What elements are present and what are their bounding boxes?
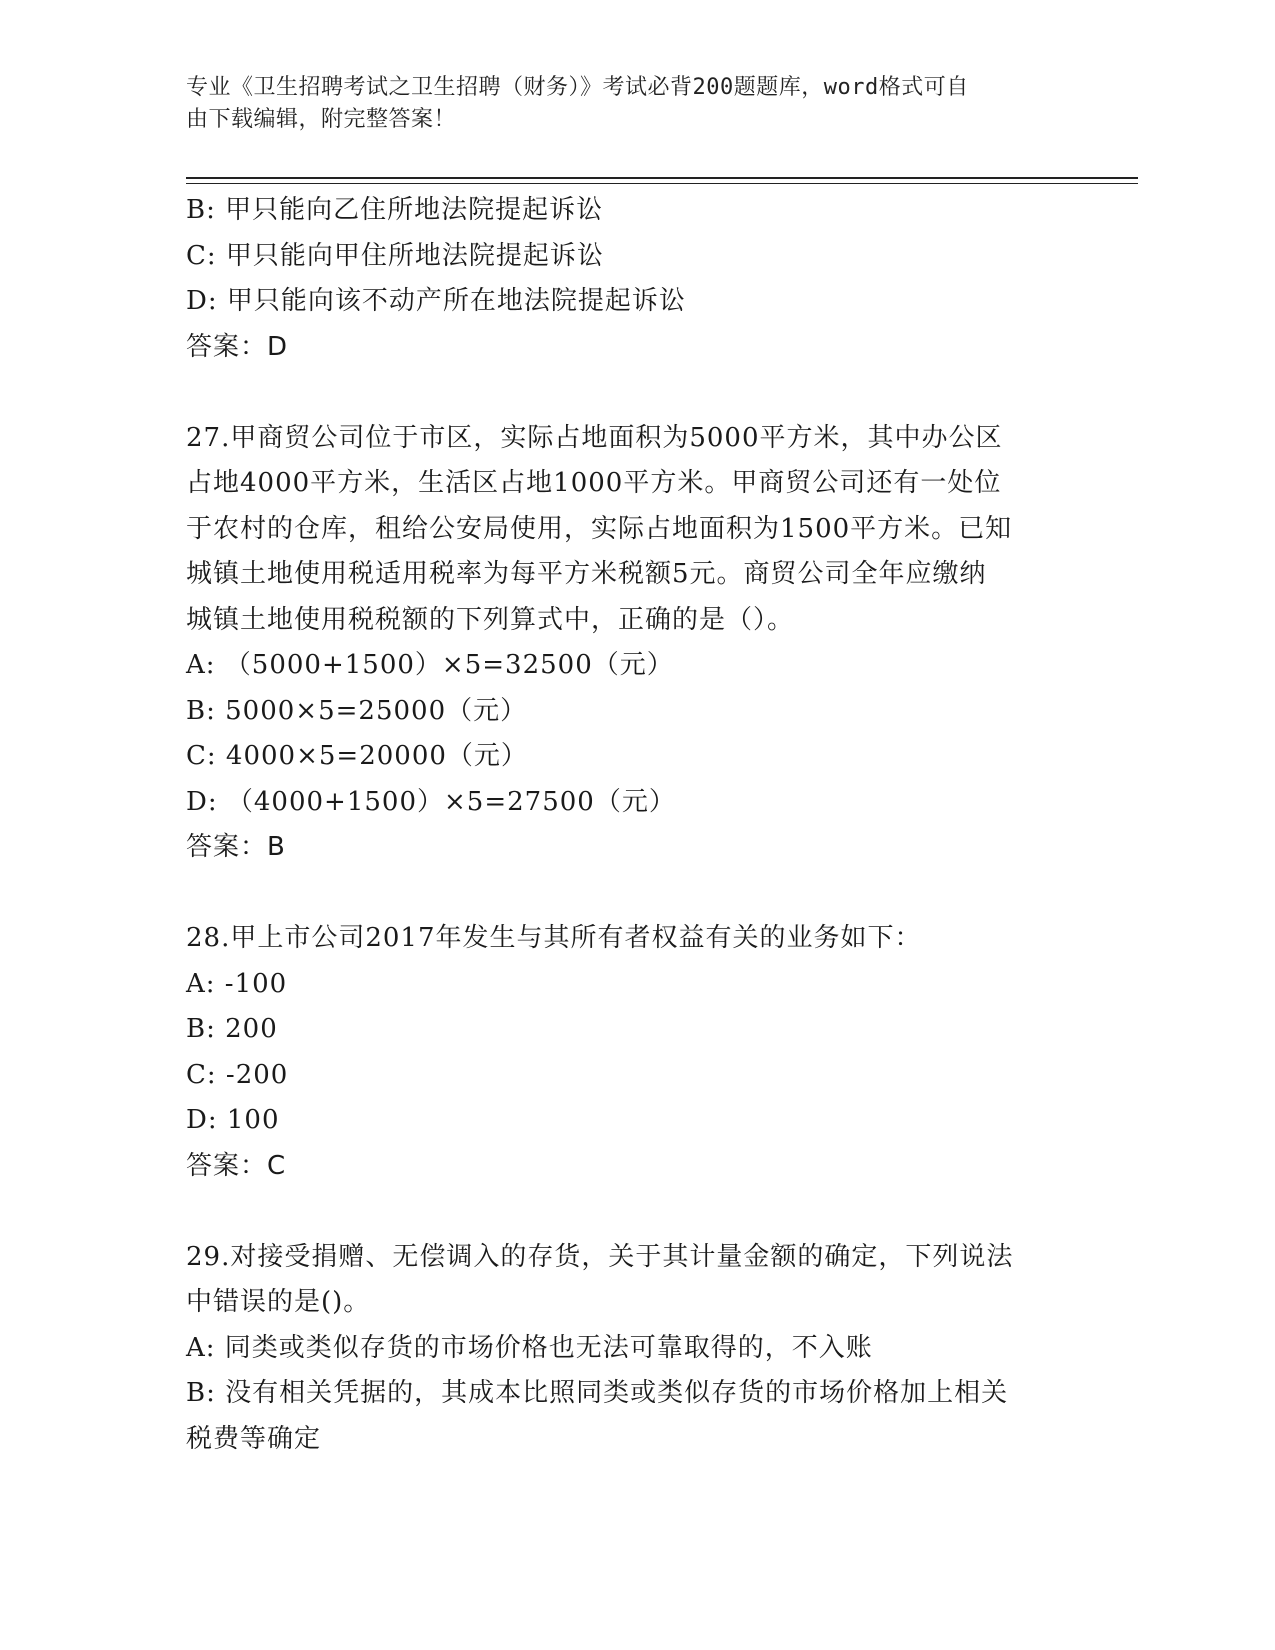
document-header (186, 72, 1086, 136)
header-divider-thick (186, 177, 1138, 179)
question-stem-line: 27.甲商贸公司位于市区，实际占地面积为5000平方米，其中办公区 (186, 422, 1003, 453)
question-stem-line: 城镇土地使用税税额的下列算式中，正确的是（）。 (186, 604, 795, 635)
question-26-block (186, 188, 1086, 370)
spacer (186, 1189, 1086, 1235)
question-stem-line: 28.甲上市公司2017年发生与其所有者权益有关的业务如下： (186, 923, 922, 953)
question-stem-line: 城镇土地使用税适用税率为每平方米税额5元。商贸公司全年应缴纳 (186, 559, 987, 589)
option-c: C: -200 (186, 1059, 289, 1090)
option-c: C: 4000×5=20000（元） (186, 741, 528, 771)
spacer (186, 871, 1086, 917)
option-d: D: 甲只能向该不动产所在地法院提起诉讼 (186, 286, 686, 316)
question-stem-line: 29.对接受捐赠、无偿调入的存货，关于其计量金额的确定，下列说法 (186, 1241, 1014, 1272)
option-b-continuation: 税费等确定 (186, 1423, 322, 1454)
option-d: D: 100 (186, 1105, 280, 1135)
question-stem-line: 于农村的仓库，租给公安局使用，实际占地面积为1500平方米。已知 (186, 513, 1013, 544)
option-b: B: 甲只能向乙住所地法院提起诉讼 (186, 195, 604, 225)
option-b: B: 200 (186, 1014, 278, 1044)
option-a: A: 同类或类似存货的市场价格也无法可靠取得的，不入账 (186, 1332, 873, 1363)
header-line-1: 专业《卫生招聘考试之卫生招聘（财务）》考试必背200题题库，word格式可自 (186, 75, 969, 100)
option-d: D: （4000+1500）×5=27500（元） (186, 786, 676, 817)
question-29-block (186, 1235, 1086, 1463)
question-27-block (186, 416, 1086, 871)
question-stem-line: 占地4000平方米，生活区占地1000平方米。甲商贸公司还有一处位 (186, 468, 1002, 498)
spacer (186, 370, 1086, 416)
answer-label: 答案：C (186, 1150, 287, 1181)
question-stem-line: 中错误的是()。 (186, 1287, 371, 1317)
header-line-2: 由下载编辑，附完整答案！ (186, 107, 457, 132)
answer-label: 答案：B (186, 832, 286, 862)
question-28-block (186, 916, 1086, 1189)
header-divider-thin (186, 183, 1138, 184)
option-b: B: 没有相关凭据的，其成本比照同类或类似存货的市场价格加上相关 (186, 1378, 1009, 1408)
option-a: A: -100 (186, 968, 288, 999)
answer-label: 答案：D (186, 331, 289, 362)
option-b: B: 5000×5=25000（元） (186, 695, 528, 726)
option-a: A: （5000+1500）×5=32500（元） (186, 650, 674, 680)
option-c: C: 甲只能向甲住所地法院提起诉讼 (186, 240, 604, 271)
question-content (186, 188, 1086, 1462)
